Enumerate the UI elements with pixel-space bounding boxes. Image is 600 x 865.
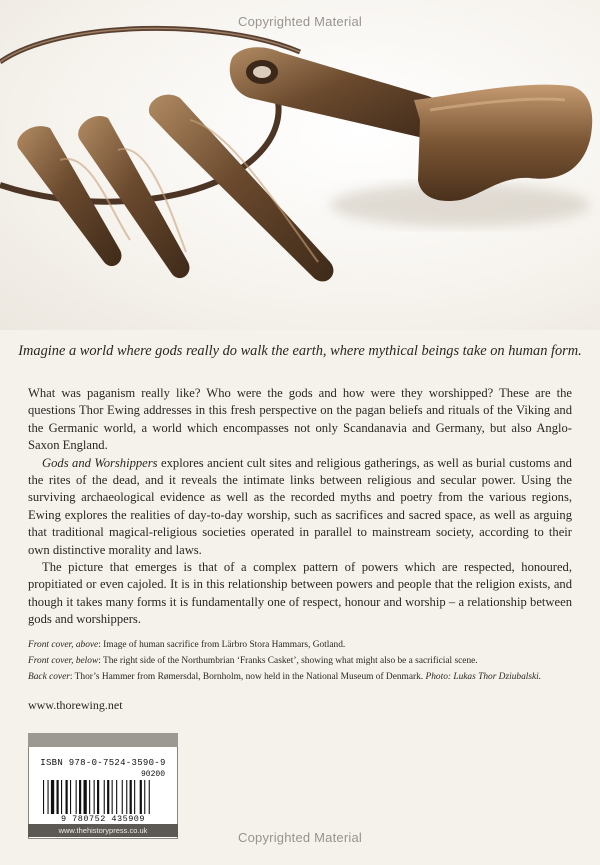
- credit-front-below: Front cover, below: The right side of the Northumbrian ‘Franks Casket’, showing what might also be a sacrificial scene.: [28, 656, 478, 666]
- book-title: Gods and Worshippers: [42, 455, 158, 470]
- book-blurb: [28, 385, 572, 629]
- barcode-top-strip: [28, 733, 178, 747]
- image-credits: [28, 637, 588, 685]
- copyright-watermark: Copyrighted Material: [238, 14, 362, 29]
- copyright-watermark-bottom: Copyrighted Material: [238, 830, 362, 845]
- isbn-number: ISBN 978-0-7524-3590-9: [40, 758, 166, 768]
- blurb-paragraph-3: The picture that emerges is that of a complex pattern of powers which are respected, honoured, propitiated or even cajoled. It is in this relationship between powers and people that the religion exists, and though it takes many forms it is fundamentally one of respect, honour and worship – a relationship between gods and worshippers.: [28, 560, 572, 627]
- author-website: www.thorewing.net: [28, 698, 123, 712]
- publisher-website: www.thehistorypress.co.uk: [28, 824, 178, 837]
- price-code: 90200: [140, 770, 165, 779]
- tagline: Imagine a world where gods really do walk the earth, where mythical beings take on human form.: [18, 343, 582, 359]
- blurb-paragraph-1: What was paganism really like? Who were the gods and how were they worshipped? These are the questions Thor Ewing addresses in this fresh perspective on the pagan beliefs and rituals of the Viking and the Germanic world, a world which encompasses not only Scandanavia and Germany, but also Anglo-Saxon England.: [28, 386, 572, 453]
- credit-front-above: Front cover, above: Image of human sacrifice from Lärbro Stora Hammars, Gotland.: [28, 640, 346, 650]
- barcode-digits: 9 780752 435909: [60, 814, 145, 824]
- thors-hammer-illustration: [0, 0, 600, 330]
- blurb-paragraph-2: [28, 455, 572, 559]
- cover-photo-thors-hammer: [0, 0, 600, 330]
- blurb-paragraph-2-text: explores ancient cult sites and religious gatherings, as well as burial customs and the rites of the dead, and it reveals the intimate links between religious and secular power. Using the surviving archaeological evidence as well as the recorded myths and poetry from the various regions, Ewing explores the realities of day-to-day worship, such as sacrifices and sacred space, as well as arguing that traditional magical-religious societies operated in parallel to mainstream society, according to their own distinctive morality and laws.: [28, 455, 572, 557]
- credit-back-cover: Back cover: Thor’s Hammer from Rømersdal, Bornholm, now held in the National Museum of Denmark. Photo: Lukas Thor Dziubalski.: [28, 672, 542, 682]
